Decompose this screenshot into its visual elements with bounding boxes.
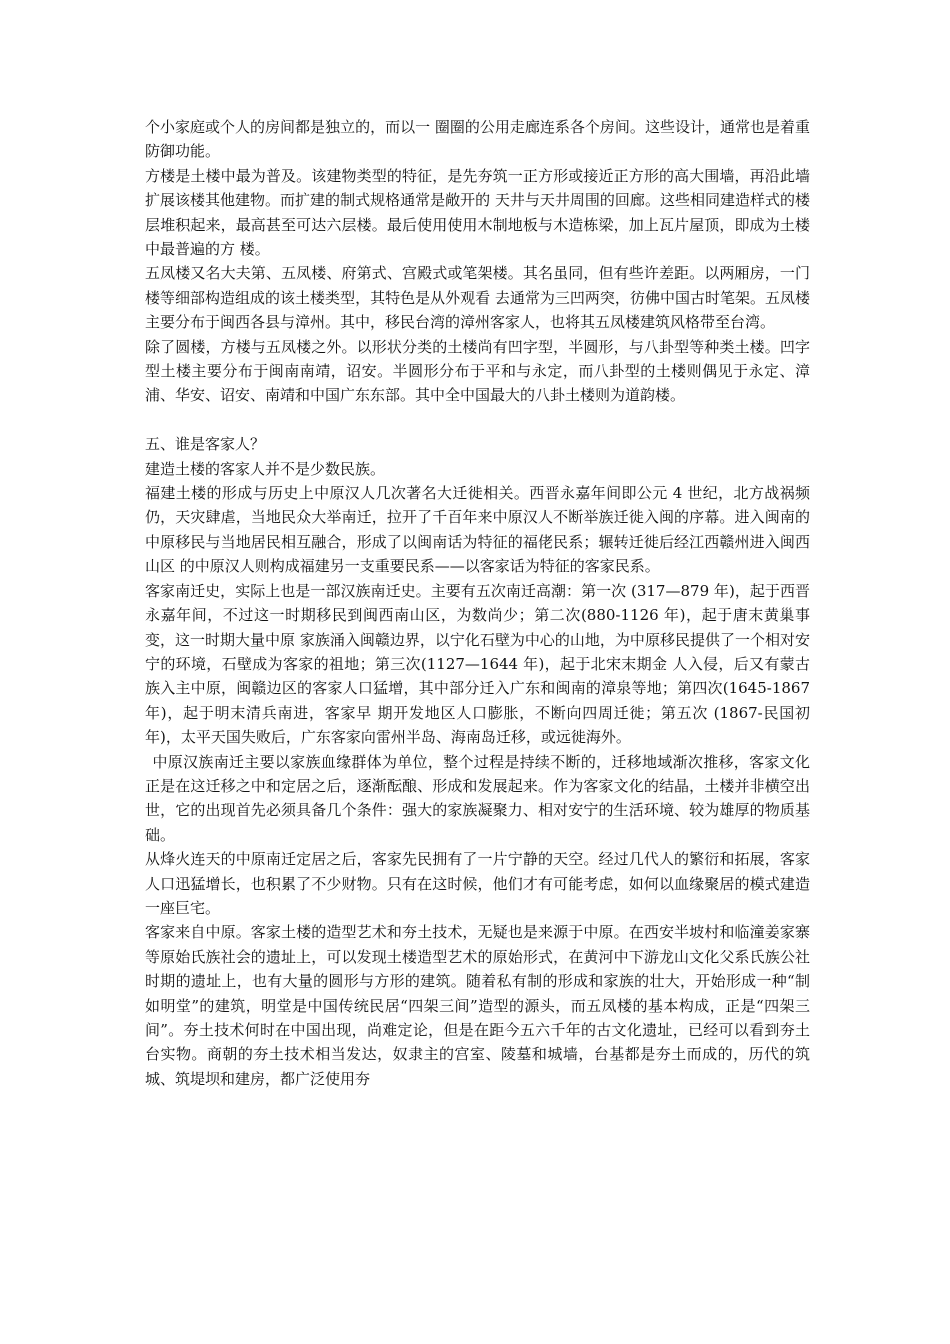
paragraph-wufeng-building: 五凤楼又名大夫第、五凤楼、府第式、宫殿式或笔架楼。其名虽同，但有些许差距。以两厢房，一门楼等细部构造组成的该土楼类型，其特色是从外观看 去通常为三凹两突，彷佛中国古时笔架。五凤楼主要分布于闽西各县与漳州。其中，移民台湾的漳州客家人，也将其五凤楼建筑风格带至台湾。: [145, 264, 810, 332]
paragraph-migration-origin: 福建土楼的形成与历史上中原汉人几次著名大迁徙相关。西晋永嘉年间即公元 4 世纪，北方战祸频仍，天灾肆虐，当地民众大举南迁，拉开了千百年来中原汉人不断举族迁徙入闽的序幕。进入闽南的中原移民与当地居民相互融合，形成了以闽南话为特征的福佬民系；辗转迁徙后经江西赣州进入闽西山区 的中原汉人则构成福建另一支重要民系——以客家话为特征的客家民系。: [145, 484, 810, 576]
paragraph-hakka-culture: 中原汉族南迁主要以家族血缘群体为单位，整个过程是持续不断的，迁移地域渐次推移，客家文化正是在这迁移之中和定居之后，逐渐酝酿、形成和发展起来。作为客家文化的结晶，土楼并非横空出世，它的出现首先必须具备几个条件：强大的家族凝聚力、相对安宁的生活环境、较为雄厚的物质基础。: [145, 752, 810, 844]
paragraph-migration-history: 客家南迁史，实际上也是一部汉族南迁史。主要有五次南迁高潮：第一次 (317—879 年)，起于西晋永嘉年间，不过这一时期移民到闽西南山区，为数尚少；第二次(880-1126 年)，起于唐末黄巢事变，这一时期大量中原 家族涌入闽赣边界，以宁化石壁为中心的山地，为中原移民提供了一个相对安宁的环境，石壁成为客家的祖地；第三次(1127—1644 年)，起于北宋末期金 人入侵，后又有蒙古族入主中原，闽赣边区的客家人口猛增，其中部分迁入广东和闽南的漳泉等地；第四次(1645-1867 年)，起于明末清兵南进，客家早 期开发地区人口膨胀，不断向四周迁徙；第五次 (1867-民国初年)，太平天国失败后，广东客家向雷州半岛、海南岛迁移，或远徙海外。: [145, 581, 810, 747]
section-heading: 五、谁是客家人？: [145, 435, 266, 454]
paragraph-settlement: 从烽火连天的中原南迁定居之后，客家先民拥有了一片宁静的天空。经过几代人的繁衍和拓展，客家人口迅猛增长，也积累了不少财物。只有在这时候，他们才有可能考虑，如何以血缘聚居的模式建造一座巨宅。: [145, 850, 810, 917]
blank-line: [145, 408, 810, 432]
paragraph-central-plains-origin: 客家来自中原。客家土楼的造型艺术和夯土技术，无疑也是来源于中原。在西安半坡村和临潼姜家寨等原始氏族社会的遗址上，可以发现土楼造型艺术的原始形式，在黄河中下游龙山文化父系氏族公社时期的遗址上，也有大量的圆形与方形的建筑。随着私有制的形成和家族的壮大，开始形成一种“制 如明堂”的建筑，明堂是中国传统民居“四架三间”造型的源头，而五凤楼的基本构成，正是“四架三间”。夯土技术何时在中国出现，尚难定论，但是在距今五六千年的古文化遗址，已经可以看到夯土台实物。商朝的夯土技术相当发达，奴隶主的宫室、陵墓和城墙，台基都是夯土而成的，历代的筑城、筑堤坝和建房，都广泛使用夯: [145, 923, 810, 1088]
document-page: [145, 115, 810, 1091]
paragraph-not-minority: 建造土楼的客家人并不是少数民族。: [145, 459, 386, 478]
paragraph-square-building: 方楼是土楼中最为普及。该建物类型的特征，是先夯筑一正方形或接近正方形的高大围墙，再沿此墙扩展该楼其他建物。而扩建的制式规格通常是敞开的 天井与天井周围的回廊。这些相同建造样式的楼层堆积起来，最高甚至可达六层楼。最后使用使用木制地板与木造栋梁，加上瓦片屋顶，即成为土楼中最普遍的方 楼。: [145, 166, 810, 259]
paragraph-rooms: 个小家庭或个人的房间都是独立的，而以一 圈圈的公用走廊连系各个房间。这些设计，通常也是着重防御功能。: [145, 118, 810, 161]
paragraph-other-shapes: 除了圆楼，方楼与五凤楼之外。以形状分类的土楼尚有凹字型，半圆形，与八卦型等种类土楼。凹字型土楼主要分布于闽南南靖，诏安。半圆形分布于平和与永定，而八卦型的土楼则偶见于永定、漳浦、华安、诏安、南靖和中国广东东部。其中全中国最大的八卦土楼则为道韵楼。: [145, 337, 810, 405]
